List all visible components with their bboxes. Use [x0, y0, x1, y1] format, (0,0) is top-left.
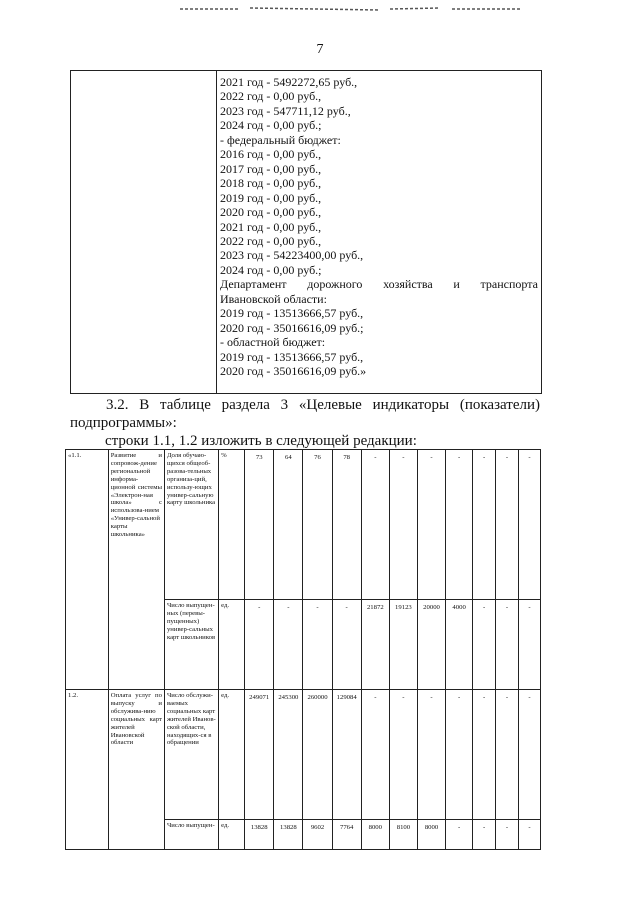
funding-line: Департамент дорожного хозяйства и транспорта [220, 277, 538, 292]
funding-line: - областной бюджет: [220, 335, 326, 350]
value-cell: - [518, 600, 540, 690]
value-cell: 78 [332, 450, 361, 600]
value-cell: 4000 [446, 600, 473, 690]
value-cell: 8000 [417, 820, 445, 850]
value-cell: 73 [245, 450, 274, 600]
value-cell: - [496, 450, 519, 600]
value-cell: 129084 [332, 690, 361, 820]
activity-name: Развитие и сопровож-дение региональной информа-ционной системы «Электрон-ная школа» с использова-нием «Универ-сальной карты школьника» [108, 450, 164, 690]
unit-cell: % [219, 450, 245, 600]
unit-cell: ед. [219, 690, 245, 820]
funding-line: 2017 год - 0,00 руб., [220, 161, 322, 176]
value-cell: - [446, 450, 473, 600]
table-divider [216, 71, 217, 393]
funding-cell [220, 75, 538, 379]
value-cell: - [518, 690, 540, 820]
indicator-name: Число обслужи-ваемых социальных карт жителей Иванов-ской области, находящих-ся в обращении [164, 690, 218, 820]
paragraph-line: 3.2. В таблице раздела 3 «Целевые индикаторы (показатели) [106, 397, 540, 413]
value-cell: - [496, 820, 519, 850]
value-cell: 13828 [274, 820, 303, 850]
value-cell: 249071 [245, 690, 274, 820]
value-cell: - [417, 690, 445, 820]
paragraph-3-2 [70, 396, 540, 432]
unit-cell: ед. [219, 600, 245, 690]
value-cell: - [473, 820, 496, 850]
funding-line: 2024 год - 0,00 руб.; [220, 262, 322, 277]
value-cell: 8000 [361, 820, 389, 850]
funding-line: 2023 год - 54223400,00 руб., [220, 248, 364, 263]
indicator-name: Доля обучаю-щихся общеоб-разова-тельных организа-ций, использу-ющих универ-сальную карту школьника [164, 450, 218, 600]
value-cell: 8100 [389, 820, 417, 850]
funding-line: 2019 год - 13513666,57 руб., [220, 306, 364, 321]
value-cell: - [303, 600, 332, 690]
value-cell: - [473, 450, 496, 600]
value-cell: 7764 [332, 820, 361, 850]
value-cell: 19123 [389, 600, 417, 690]
scan-artifact [180, 6, 520, 12]
indicators-table [65, 449, 541, 850]
value-cell: - [389, 690, 417, 820]
funding-line: 2022 год - 0,00 руб., [220, 89, 322, 104]
value-cell: - [389, 450, 417, 600]
value-cell: 20000 [417, 600, 445, 690]
value-cell: 260000 [303, 690, 332, 820]
value-cell: - [473, 600, 496, 690]
funding-line: 2018 год - 0,00 руб., [220, 176, 322, 191]
value-cell: 64 [274, 450, 303, 600]
value-cell: - [473, 690, 496, 820]
funding-line: 2020 год - 35016616,09 руб.; [220, 320, 364, 335]
funding-line: 2024 год - 0,00 руб.; [220, 118, 322, 133]
page-number: 7 [316, 42, 324, 57]
value-cell: - [518, 820, 540, 850]
funding-line: Ивановской области: [220, 291, 327, 306]
value-cell: - [245, 600, 274, 690]
row-number: 1.2. [66, 690, 109, 850]
funding-line: 2019 год - 0,00 руб., [220, 190, 322, 205]
value-cell: - [496, 690, 519, 820]
value-cell: - [518, 450, 540, 600]
value-cell: - [496, 600, 519, 690]
paragraph-rows-instruction: строки 1.1, 1.2 изложить в следующей редакции: [105, 433, 417, 449]
value-cell: 245300 [274, 690, 303, 820]
funding-line: 2016 год - 0,00 руб., [220, 147, 322, 162]
value-cell: 76 [303, 450, 332, 600]
funding-line: 2020 год - 35016616,09 руб.» [220, 364, 367, 379]
unit-cell: ед. [219, 820, 245, 850]
paragraph-line: подпрограммы»: [70, 415, 177, 431]
funding-line: 2022 год - 0,00 руб., [220, 233, 322, 248]
value-cell: - [446, 690, 473, 820]
value-cell: - [332, 600, 361, 690]
value-cell: 9602 [303, 820, 332, 850]
value-cell: 21872 [361, 600, 389, 690]
row-number: «1.1. [66, 450, 109, 690]
value-cell: - [361, 450, 389, 600]
funding-line: 2020 год - 0,00 руб., [220, 205, 322, 220]
value-cell: - [417, 450, 445, 600]
indicator-name: Число выпущен- [164, 820, 218, 850]
funding-line: - федеральный бюджет: [220, 132, 341, 147]
funding-line: 2021 год - 5492272,65 руб., [220, 75, 358, 89]
funding-line: 2019 год - 13513666,57 руб., [220, 349, 364, 364]
indicator-name: Число выпущен-ных (перевы-пущенных) универ-сальных карт школьников [164, 600, 218, 690]
table-row [66, 450, 541, 600]
value-cell: 13828 [245, 820, 274, 850]
table-row [66, 690, 541, 820]
value-cell: - [361, 690, 389, 820]
activity-name: Оплата услуг по выпуску и обслужива-нию социальных карт жителей Ивановской области [108, 690, 164, 850]
funding-line: 2021 год - 0,00 руб., [220, 219, 322, 234]
funding-line: 2023 год - 547711,12 руб., [220, 103, 351, 118]
value-cell: - [446, 820, 473, 850]
value-cell: - [274, 600, 303, 690]
funding-table [70, 70, 542, 394]
